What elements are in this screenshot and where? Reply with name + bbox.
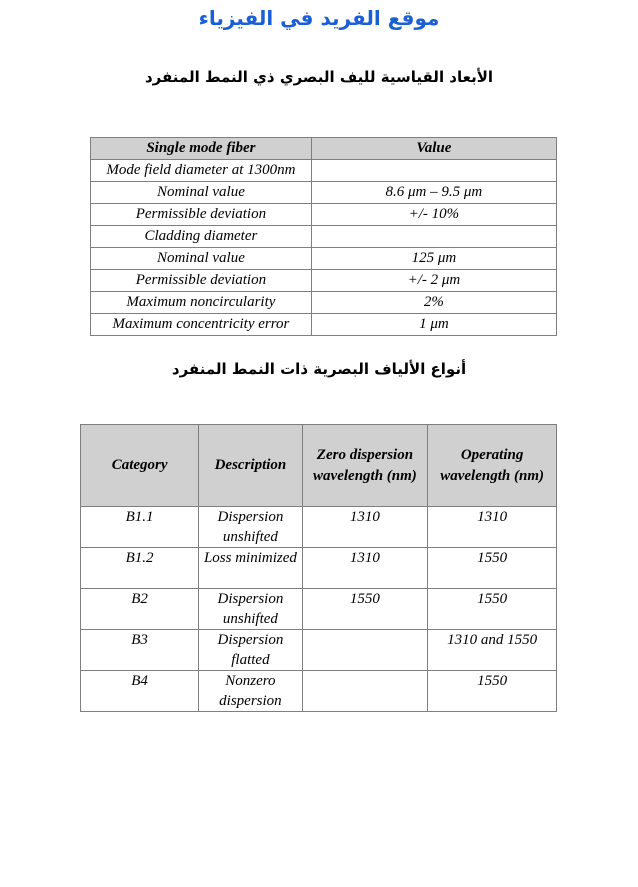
table-row: [91, 204, 557, 226]
table-cell: Maximum noncircularity: [91, 292, 312, 314]
table-row: [91, 248, 557, 270]
table-row: [81, 671, 557, 712]
table-row: [81, 548, 557, 589]
table-cell: 1550: [428, 671, 557, 712]
table-cell: 1550: [428, 548, 557, 589]
table-cell: Nominal value: [91, 248, 312, 270]
table-cell: Dispersion unshifted: [199, 589, 302, 630]
table-cell: Permissible deviation: [91, 270, 312, 292]
table-cell: Nonzero dispersion: [199, 671, 302, 712]
table-cell: B2: [81, 589, 199, 630]
table-cell: B1.1: [81, 507, 199, 548]
table-cell: B3: [81, 630, 199, 671]
table-cell: [302, 630, 428, 671]
table-cell: [302, 671, 428, 712]
table-cell: 1310 and 1550: [428, 630, 557, 671]
table-row: [91, 182, 557, 204]
heading-standard-dimensions: الأبعاد القياسية لليف البصري ذي النمط المنفرد: [144, 68, 494, 86]
column-header: Operating wavelength (nm): [428, 425, 557, 507]
table-cell: 1550: [428, 589, 557, 630]
table-cell: Dispersion unshifted: [199, 507, 302, 548]
column-header: Value: [311, 138, 556, 160]
table-cell: 1 μm: [311, 314, 556, 336]
table-cell: 1310: [428, 507, 557, 548]
table-cell: 1550: [302, 589, 428, 630]
table-cell: B4: [81, 671, 199, 712]
table-cell: Dispersion flatted: [199, 630, 302, 671]
table-cell: +/- 10%: [311, 204, 556, 226]
table-cell: 125 μm: [311, 248, 556, 270]
standard-dimensions-table: [90, 137, 557, 336]
heading-fiber-types: أنواع الألياف البصرية ذات النمط المنفرد: [171, 360, 467, 378]
table-cell: +/- 2 μm: [311, 270, 556, 292]
table-cell: Permissible deviation: [91, 204, 312, 226]
table-cell: 1310: [302, 507, 428, 548]
column-header: Zero dispersion wavelength (nm): [302, 425, 428, 507]
table-cell: 2%: [311, 292, 556, 314]
fiber-types-table: [80, 424, 557, 712]
table-cell: Cladding diameter: [91, 226, 312, 248]
table-cell: B1.2: [81, 548, 199, 589]
table-cell: Maximum concentricity error: [91, 314, 312, 336]
site-header: موقع الفريد في الفيزياء: [198, 6, 440, 30]
table-cell: Loss minimized: [199, 548, 302, 589]
table-cell: Mode field diameter at 1300nm: [91, 160, 312, 182]
table-cell: [311, 226, 556, 248]
table-header-row: [81, 425, 557, 507]
table-row: [81, 589, 557, 630]
column-header: Category: [81, 425, 199, 507]
table-row: [91, 292, 557, 314]
table-cell: [311, 160, 556, 182]
table-row: [81, 507, 557, 548]
column-header: Single mode fiber: [91, 138, 312, 160]
table-header-row: [91, 138, 557, 160]
table-cell: 8.6 μm – 9.5 μm: [311, 182, 556, 204]
table-row: [91, 160, 557, 182]
table-row: [91, 270, 557, 292]
table-cell: Nominal value: [91, 182, 312, 204]
table-row: [91, 314, 557, 336]
table-row: [91, 226, 557, 248]
table-cell: 1310: [302, 548, 428, 589]
column-header: Description: [199, 425, 302, 507]
table-row: [81, 630, 557, 671]
